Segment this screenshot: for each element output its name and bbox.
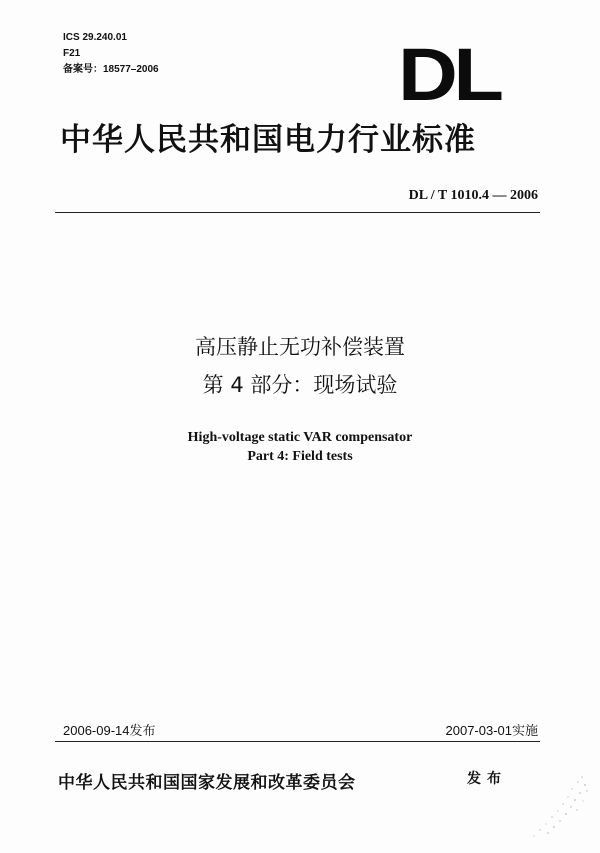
issuing-authority: 中华人民共和国国家发展和改革委员会 xyxy=(58,773,356,793)
filing-number: 备案号：18577–2006 xyxy=(63,64,159,75)
chinese-title xyxy=(0,328,600,404)
top-divider xyxy=(55,212,540,213)
issue-date: 2006-09-14发布 xyxy=(63,723,156,738)
classification-block xyxy=(63,30,159,78)
chinese-title-line-1: 高压静止无功补偿装置 xyxy=(195,335,405,359)
english-title-line-2: Part 4: Field tests xyxy=(247,449,353,464)
bottom-divider xyxy=(55,741,540,742)
ics-code: ICS 29.240.01 xyxy=(63,32,127,43)
dl-logo: DL xyxy=(398,33,500,116)
english-title xyxy=(0,428,600,466)
scan-noise-decoration xyxy=(502,773,592,843)
release-label: 发布 xyxy=(467,771,507,787)
standard-type-title: 中华人民共和国电力行业标准 xyxy=(60,122,476,158)
english-title-line-1: High-voltage static VAR compensator xyxy=(187,430,413,445)
standard-number: DL / T 1010.4 — 2006 xyxy=(408,188,538,203)
category-code: F21 xyxy=(63,48,81,59)
implementation-date: 2007-03-01实施 xyxy=(445,723,538,738)
chinese-title-line-2: 第 4 部分：现场试验 xyxy=(202,373,398,397)
